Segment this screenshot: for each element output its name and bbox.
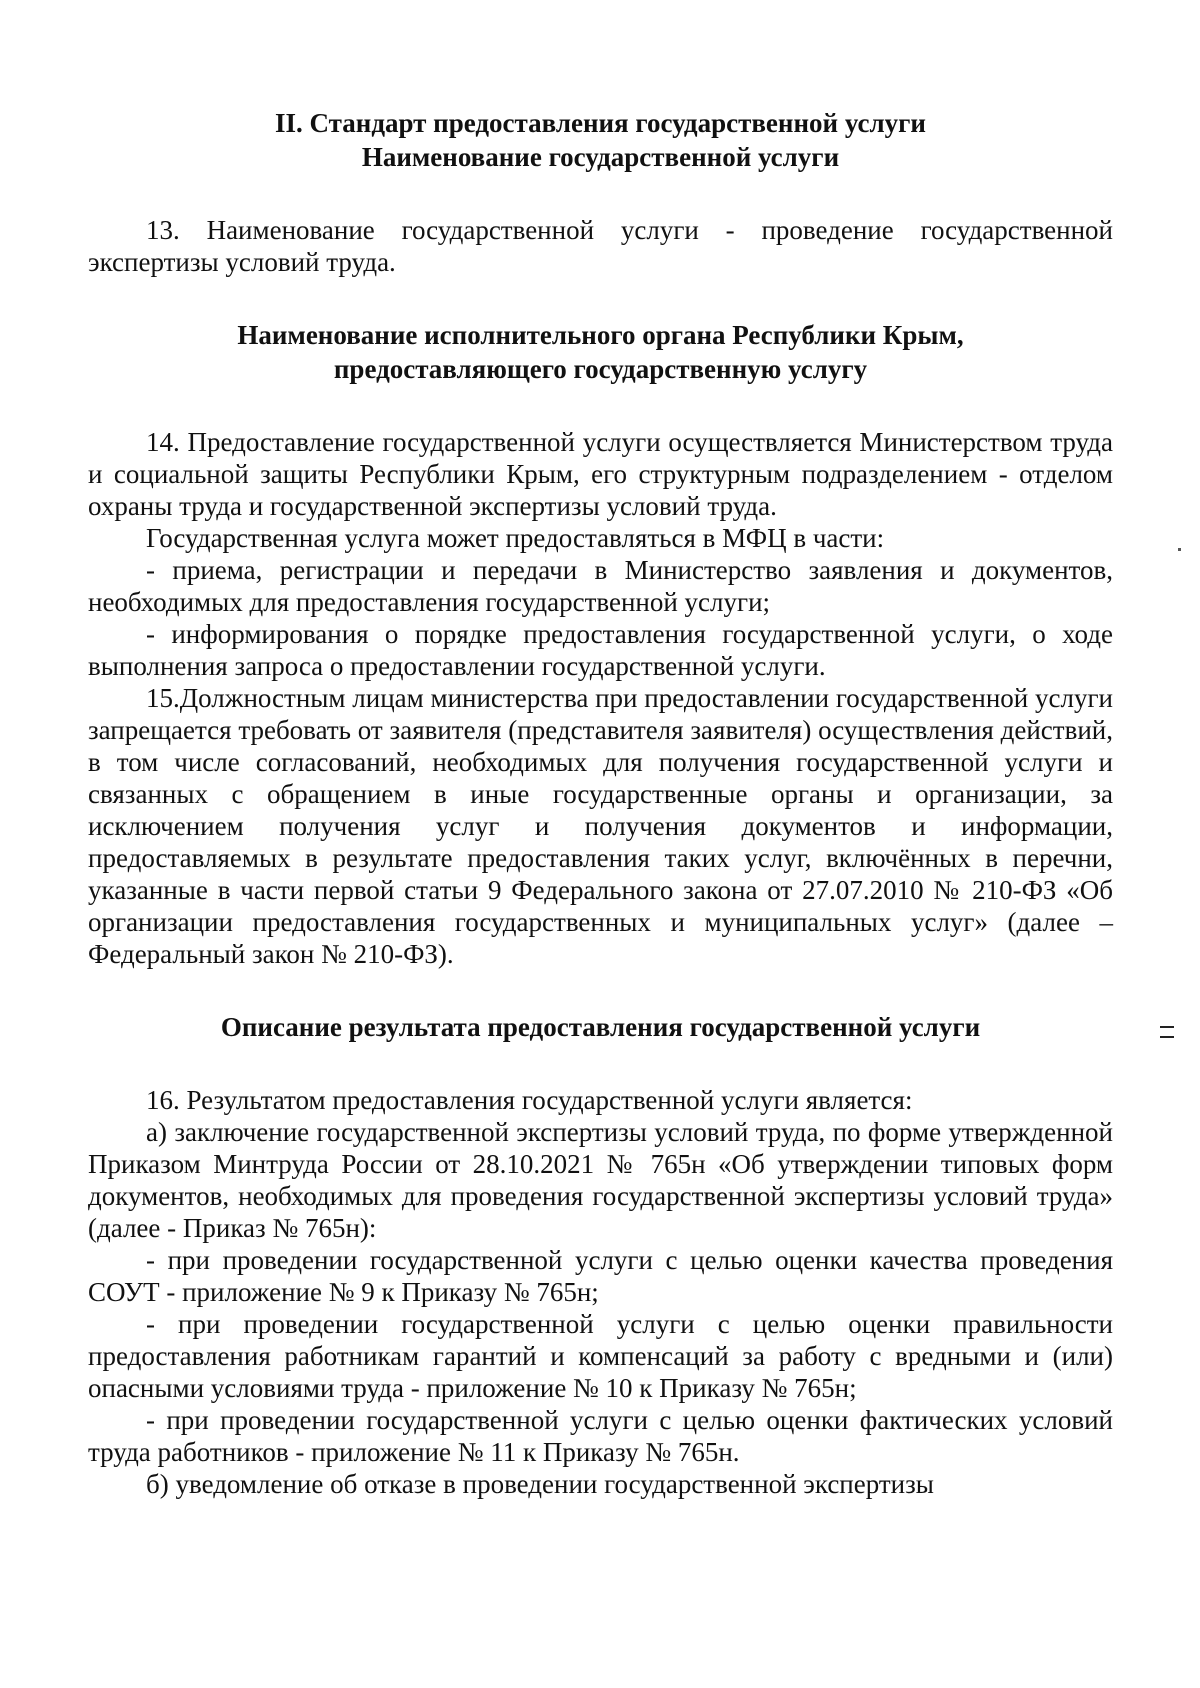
document-page: [88, 106, 1113, 1500]
paragraph-16-b: б) уведомление об отказе в проведении государственной экспертизы: [146, 1469, 934, 1499]
heading-line: Наименование государственной услуги: [361, 142, 840, 172]
paragraph-14-mfc: Государственная услуга может предоставляться в МФЦ в части:: [146, 523, 885, 553]
scan-speck: [1178, 548, 1181, 551]
paragraph-16-a-2: - при проведении государственной услуги с целью оценки правильности предоставления работникам гарантий и компенсаций за работу с вредными и (или) опасными условиями труда - приложение № 10 к Приказу № 765н;: [88, 1309, 1113, 1403]
margin-mark: [1160, 1026, 1174, 1038]
paragraph-16-a: а) заключение государственной экспертизы условий труда, по форме утвержденной Приказом Минтруда России от 28.10.2021 № 765н «Об утверждении типовых форм документов, необходимых для проведения государственной экспертизы условий труда» (далее - Приказ № 765н):: [88, 1117, 1113, 1243]
paragraph-16-a-3: - при проведении государственной услуги с целью оценки фактических условий труда работников - приложение № 11 к Приказу № 765н.: [88, 1405, 1113, 1467]
section-heading-result: Описание результата предоставления государственной услуги: [220, 1012, 981, 1042]
paragraph-14: 14. Предоставление государственной услуги осуществляется Министерством труда и социальной защиты Республики Крым, его структурным подразделением - отделом охраны труда и государственной экспертизы условий труда.: [88, 427, 1113, 521]
section-heading-authority: [88, 318, 1113, 386]
section-heading-standard: [88, 106, 1113, 174]
paragraph-15: 15.Должностным лицам министерства при предоставлении государственной услуги запрещается требовать от заявителя (представителя заявителя) осуществления действий, в том числе согласований, необходимых для получения государственной услуги и связанных с обращением в иные государственные органы и организации, за исключением получения услуг и получения документов и информации, предоставляемых в результате предоставления таких услуг, включённых в перечни, указанные в части первой статьи 9 Федерального закона от 27.07.2010 № 210-ФЗ «Об организации предоставления государственных и муниципальных услуг» (далее – Федеральный закон № 210-ФЗ).: [88, 683, 1113, 969]
heading-line: предоставляющего государственную услугу: [333, 354, 868, 384]
paragraph-13: 13. Наименование государственной услуги - проведение государственной экспертизы условий труда.: [88, 215, 1113, 277]
heading-line: II. Стандарт предоставления государственной услуги: [275, 108, 926, 138]
paragraph-14-item-2: - информирования о порядке предоставления государственной услуги, о ходе выполнения запроса о предоставлении государственной услуги.: [88, 619, 1113, 681]
heading-line: Наименование исполнительного органа Республики Крым,: [237, 320, 964, 350]
paragraph-14-item-1: - приема, регистрации и передачи в Министерство заявления и документов, необходимых для предоставления государственной услуги;: [88, 555, 1113, 617]
paragraph-16: 16. Результатом предоставления государственной услуги является:: [146, 1085, 913, 1115]
paragraph-16-a-1: - при проведении государственной услуги с целью оценки качества проведения СОУТ - приложение № 9 к Приказу № 765н;: [88, 1245, 1113, 1307]
